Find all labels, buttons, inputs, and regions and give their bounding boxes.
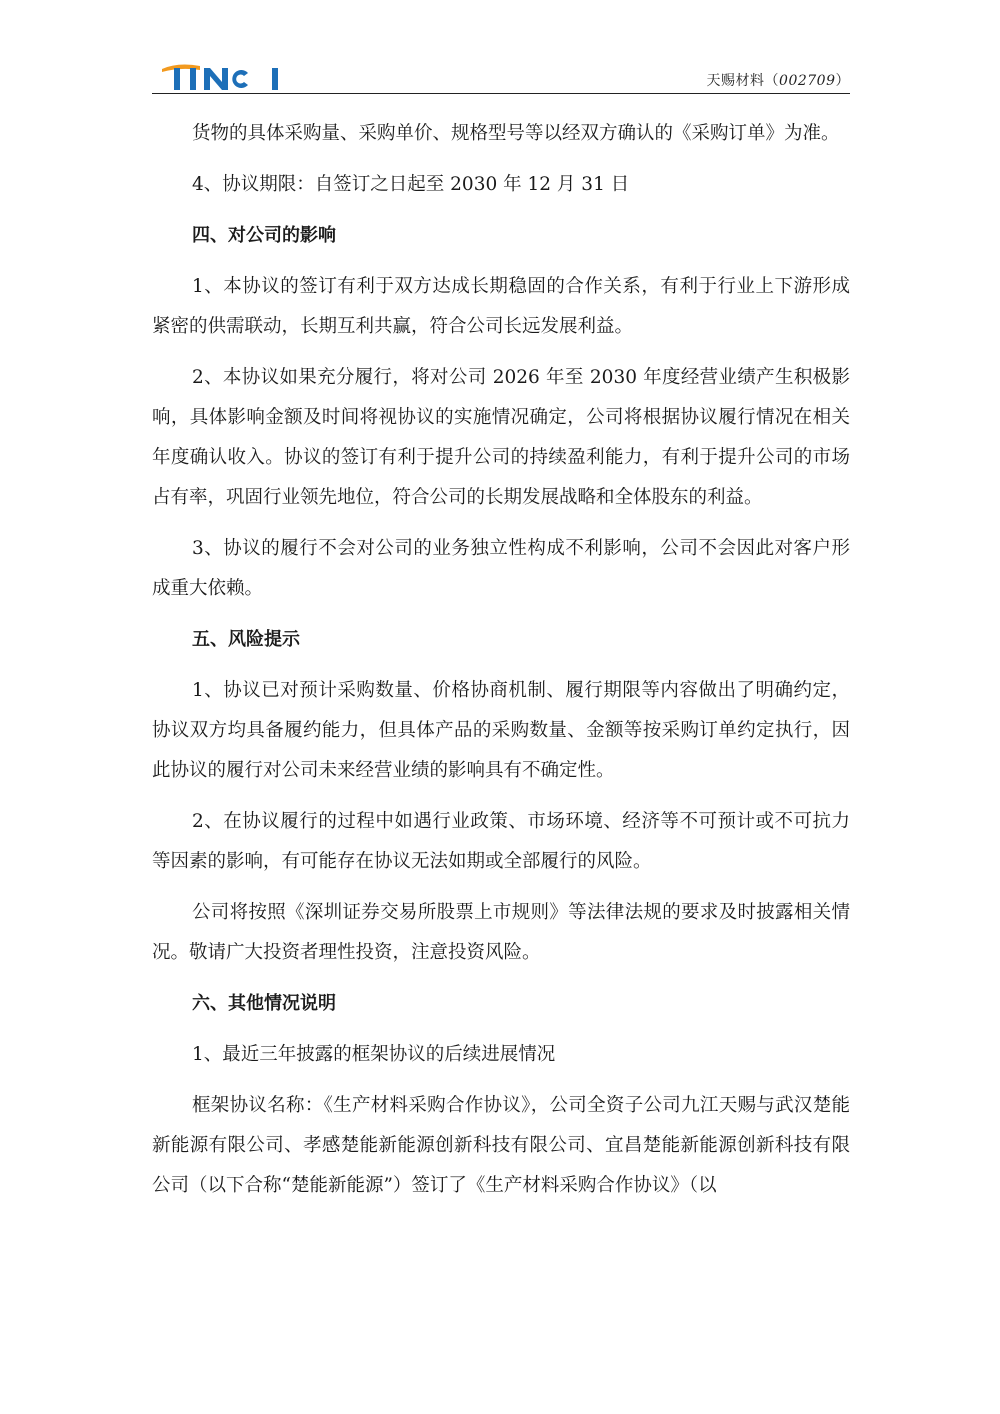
paragraph-impact-2: 2、本协议如果充分履行，将对公司 2026 年至 2030 年度经营业绩产生积极影响，具体影响金额及时间将视协议的实施情况确定，公司将根据协议履行情况在相关年度确认收入。协议的签订有利于提升公司的持续盈利能力，有利于提升公司的市场占有率，巩固行业领先地位，符合公司的长期发展战略和全体股东的利益。	[152, 367, 850, 508]
section-heading-impact: 四、对公司的影响	[192, 225, 336, 246]
company-close: ）	[835, 73, 850, 89]
page-header	[152, 58, 850, 94]
paragraph-framework-agreement: 框架协议名称：《生产材料采购合作协议》，公司全资子公司九江天赐与武汉楚能新能源有限公司、孝感楚能新能源创新科技有限公司、宜昌楚能新能源创新科技有限公司（以下合称“楚能新能源”）签订了《生产材料采购合作协议》（以	[152, 1095, 850, 1196]
tinci-logo	[160, 62, 290, 92]
section-heading-risk: 五、风险提示	[192, 629, 300, 650]
header-company	[707, 70, 850, 90]
paragraph-risk-2: 2、在协议履行的过程中如遇行业政策、市场环境、经济等不可预计或不可抗力等因素的影响，有可能存在协议无法如期或全部履行的风险。	[152, 811, 850, 872]
document-body	[152, 114, 850, 1206]
paragraph-other-1: 1、最近三年披露的框架协议的后续进展情况	[192, 1044, 556, 1065]
header-rule	[152, 93, 850, 94]
paragraph-disclosure: 公司将按照《深圳证券交易所股票上市规则》等法律法规的要求及时披露相关情况。敬请广大投资者理性投资，注意投资风险。	[152, 902, 850, 963]
section-heading-other: 六、其他情况说明	[192, 993, 336, 1014]
paragraph-purchase-details: 货物的具体采购量、采购单价、规格型号等以经双方确认的《采购订单》为准。	[192, 123, 840, 144]
paragraph-agreement-term: 4、协议期限：自签订之日起至 2030 年 12 月 31 日	[192, 174, 630, 195]
stock-code: 002709	[779, 73, 836, 89]
company-name: 天赐材料（	[706, 73, 780, 89]
paragraph-risk-1: 1、协议已对预计采购数量、价格协商机制、履行期限等内容做出了明确约定，协议双方均具备履约能力，但具体产品的采购数量、金额等按采购订单约定执行，因此协议的履行对公司未来经营业绩的影响具有不确定性。	[152, 680, 850, 781]
paragraph-impact-3: 3、协议的履行不会对公司的业务独立性构成不利影响，公司不会因此对客户形成重大依赖。	[152, 538, 850, 599]
paragraph-impact-1: 1、本协议的签订有利于双方达成长期稳固的合作关系，有利于行业上下游形成紧密的供需联动，长期互利共赢，符合公司长远发展利益。	[152, 276, 850, 337]
